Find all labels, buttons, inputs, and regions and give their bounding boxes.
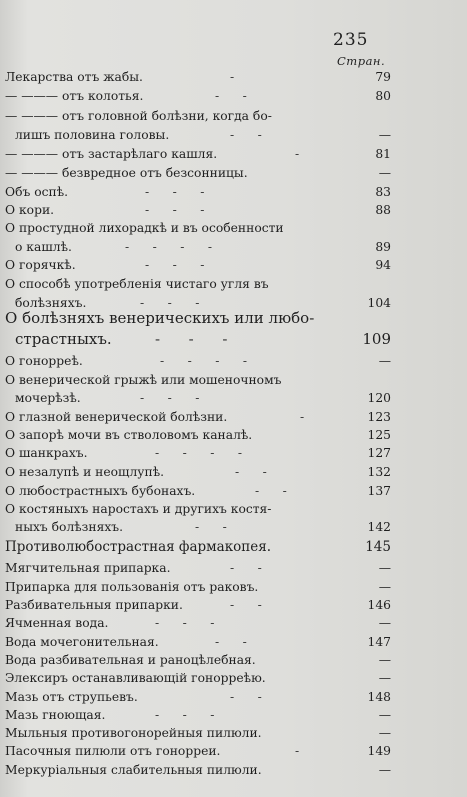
toc-entry	[5, 651, 391, 669]
toc-entry-title: — ——— отъ застарѣлаго кашля.	[5, 147, 218, 161]
toc-entry-title: О способѣ употребленія чистаго угля въ	[5, 277, 269, 291]
toc-entry	[5, 68, 391, 86]
toc-entry-title: О костяныхъ наростахъ и другихъ костя-	[5, 502, 272, 516]
toc-entry	[5, 724, 391, 742]
toc-entry	[5, 444, 391, 462]
toc-entry	[5, 669, 391, 687]
toc-entry	[5, 309, 391, 327]
toc-entry	[5, 256, 391, 274]
toc-entry-dashes: -	[230, 70, 235, 84]
toc-entry-dashes: - -	[195, 520, 227, 534]
toc-entry	[5, 518, 391, 536]
toc-entry-title: О гонорреѣ.	[5, 354, 83, 368]
toc-entry	[5, 145, 391, 163]
toc-entry-dashes: - - - -	[160, 354, 247, 368]
toc-entry	[5, 482, 391, 500]
toc-entry	[5, 126, 391, 144]
toc-entry-page: —	[378, 128, 391, 142]
toc-entry	[5, 389, 391, 407]
toc-entry-page: 146	[367, 598, 391, 612]
toc-entry-title: О глазной венерической болѣзни.	[5, 410, 228, 424]
toc-entry-dashes: - - - -	[155, 446, 242, 460]
toc-entry	[5, 87, 391, 105]
toc-entry-dashes: - - -	[145, 258, 205, 272]
toc-entry-page: 88	[375, 203, 391, 217]
toc-entry-page: —	[378, 726, 391, 740]
toc-entry-page: —	[378, 166, 391, 180]
toc-entry	[5, 107, 391, 125]
toc-entry-page: —	[378, 580, 391, 594]
toc-entry-page: 104	[367, 296, 391, 310]
toc-entry-dashes: - -	[215, 89, 247, 103]
toc-entry-page: 94	[375, 258, 391, 272]
toc-entry-title: болѣзняхъ.	[15, 296, 87, 310]
toc-entry-title: О шанкрахъ.	[5, 446, 88, 460]
toc-entry-page: 127	[367, 446, 391, 460]
toc-entry-page: —	[378, 653, 391, 667]
toc-entry	[5, 201, 391, 219]
toc-entry-title: — ——— отъ головной болѣзни, когда бо-	[5, 109, 272, 123]
toc-entry-page: —	[378, 616, 391, 630]
toc-entry-dashes: - -	[215, 635, 247, 649]
toc-entry-title: О венерической грыжѣ или мошеночномъ	[5, 373, 282, 387]
toc-entry-dashes: - - - -	[125, 240, 212, 254]
toc-entry-page: 145	[365, 539, 391, 555]
toc-entry-title: О любострастныхъ бубонахъ.	[5, 484, 196, 498]
toc-entry-title: О простудной лихорадкѣ и въ особенности	[5, 221, 284, 235]
toc-entry-title: О незалупѣ и неощлупѣ.	[5, 465, 165, 479]
toc-entry-page: —	[378, 763, 391, 777]
toc-entry	[5, 761, 391, 779]
toc-entry-dashes: - -	[235, 465, 267, 479]
toc-entry-dashes: - - -	[140, 296, 200, 310]
toc-entry-title: Разбивательныя припарки.	[5, 598, 183, 612]
toc-entry-title: Ячменная вода.	[5, 616, 109, 630]
toc-entry	[5, 463, 391, 481]
toc-entry-title: — ——— отъ колотья.	[5, 89, 144, 103]
page-number: 235	[333, 30, 369, 50]
toc-entry	[5, 238, 391, 256]
toc-entry	[5, 330, 391, 348]
toc-entry	[5, 538, 391, 556]
toc-entry-dashes: -	[295, 744, 300, 758]
toc-entry-title: О кори.	[5, 203, 55, 217]
toc-entry-title: ныхъ болѣзняхъ.	[15, 520, 124, 534]
toc-entry-page: 89	[375, 240, 391, 254]
toc-entry-dashes: - -	[230, 690, 262, 704]
toc-entry-page: 132	[367, 465, 391, 479]
toc-entry-title: О горячкѣ.	[5, 258, 76, 272]
toc-entry-page: 80	[375, 89, 391, 103]
toc-entry-dashes: -	[295, 147, 300, 161]
toc-entry	[5, 183, 391, 201]
toc-entry-title: Противолюбострастная фармакопея.	[5, 539, 272, 555]
toc-entry	[5, 164, 391, 182]
toc-entry-title: Элексиръ останавливающій гонорреѣю.	[5, 671, 266, 685]
toc-entry-title: Вода мочегонительная.	[5, 635, 159, 649]
toc-entry-title: О запорѣ мочи въ стволовомъ каналѣ.	[5, 428, 253, 442]
toc-entry-page: 109	[362, 330, 391, 348]
toc-entry-dashes: - - -	[145, 203, 205, 217]
toc-entry-dashes: - - -	[155, 616, 215, 630]
toc-entry-dashes: - -	[255, 484, 287, 498]
toc-entry-title: Пасочныя пилюли отъ гонорреи.	[5, 744, 221, 758]
toc-entry	[5, 633, 391, 651]
toc-entry-title: Мазь отъ струпьевъ.	[5, 690, 138, 704]
toc-entry-page: 137	[367, 484, 391, 498]
toc-entry-dashes: - -	[230, 128, 262, 142]
toc-entry-dashes: - - -	[145, 185, 205, 199]
toc-entry	[5, 742, 391, 760]
toc-entry-dashes: - - -	[140, 391, 200, 405]
toc-entry-title: мочерѣзѣ.	[15, 391, 81, 405]
toc-entry	[5, 614, 391, 632]
toc-entry-page: 123	[367, 410, 391, 424]
toc-entry-title: Меркуріальныя слабительныя пилюли.	[5, 763, 262, 777]
toc-entry-dashes: -	[300, 410, 305, 424]
toc-entry	[5, 352, 391, 370]
toc-entry	[5, 275, 391, 293]
toc-entry-title: страстныхъ.	[15, 330, 112, 348]
toc-entry-dashes: - -	[230, 598, 262, 612]
toc-entry-page: 147	[367, 635, 391, 649]
toc-entry-page: 125	[367, 428, 391, 442]
toc-entry-title: — ——— безвредное отъ безсонницы.	[5, 166, 248, 180]
toc-entry-dashes: - -	[230, 561, 262, 575]
toc-entry-title: Мыльныя противогонорейныя пилюли.	[5, 726, 262, 740]
page-column-label: Стран.	[337, 54, 386, 68]
toc-entry	[5, 500, 391, 518]
toc-entry-title: лишъ половина головы.	[15, 128, 170, 142]
toc-entry	[5, 688, 391, 706]
toc-entry-page: —	[378, 671, 391, 685]
toc-entry	[5, 578, 391, 596]
toc-entry	[5, 219, 391, 237]
toc-entry	[5, 596, 391, 614]
toc-entry-page: 81	[375, 147, 391, 161]
toc-entry-page: —	[378, 561, 391, 575]
toc-entry	[5, 371, 391, 389]
toc-entry-page: 142	[367, 520, 391, 534]
toc-entry	[5, 559, 391, 577]
toc-entry-page: 149	[367, 744, 391, 758]
toc-entry-title: Мазь гноющая.	[5, 708, 106, 722]
toc-entry	[5, 706, 391, 724]
toc-entry-page: 120	[367, 391, 391, 405]
toc-entry-page: 79	[375, 70, 391, 84]
toc-entry-title: о кашлѣ.	[15, 240, 72, 254]
toc-entry-page: —	[378, 708, 391, 722]
toc-entry-page: 83	[375, 185, 391, 199]
toc-entry-title: Объ оспѣ.	[5, 185, 69, 199]
toc-entry-title: Вода разбивательная и раноцѣлебная.	[5, 653, 256, 667]
toc-entry-page: 148	[367, 690, 391, 704]
toc-entry-title: Мягчительная припарка.	[5, 561, 171, 575]
toc-entry-title: О болѣзняхъ венерическихъ или любо-	[5, 309, 315, 327]
toc-entry	[5, 408, 391, 426]
toc-entry-dashes: - - -	[155, 330, 228, 348]
toc-entry	[5, 426, 391, 444]
toc-entry-dashes: - - -	[155, 708, 215, 722]
toc-entry-title: Лекарства отъ жабы.	[5, 70, 143, 84]
toc-entry-page: —	[378, 354, 391, 368]
toc-entry-title: Припарка для пользованія отъ раковъ.	[5, 580, 259, 594]
